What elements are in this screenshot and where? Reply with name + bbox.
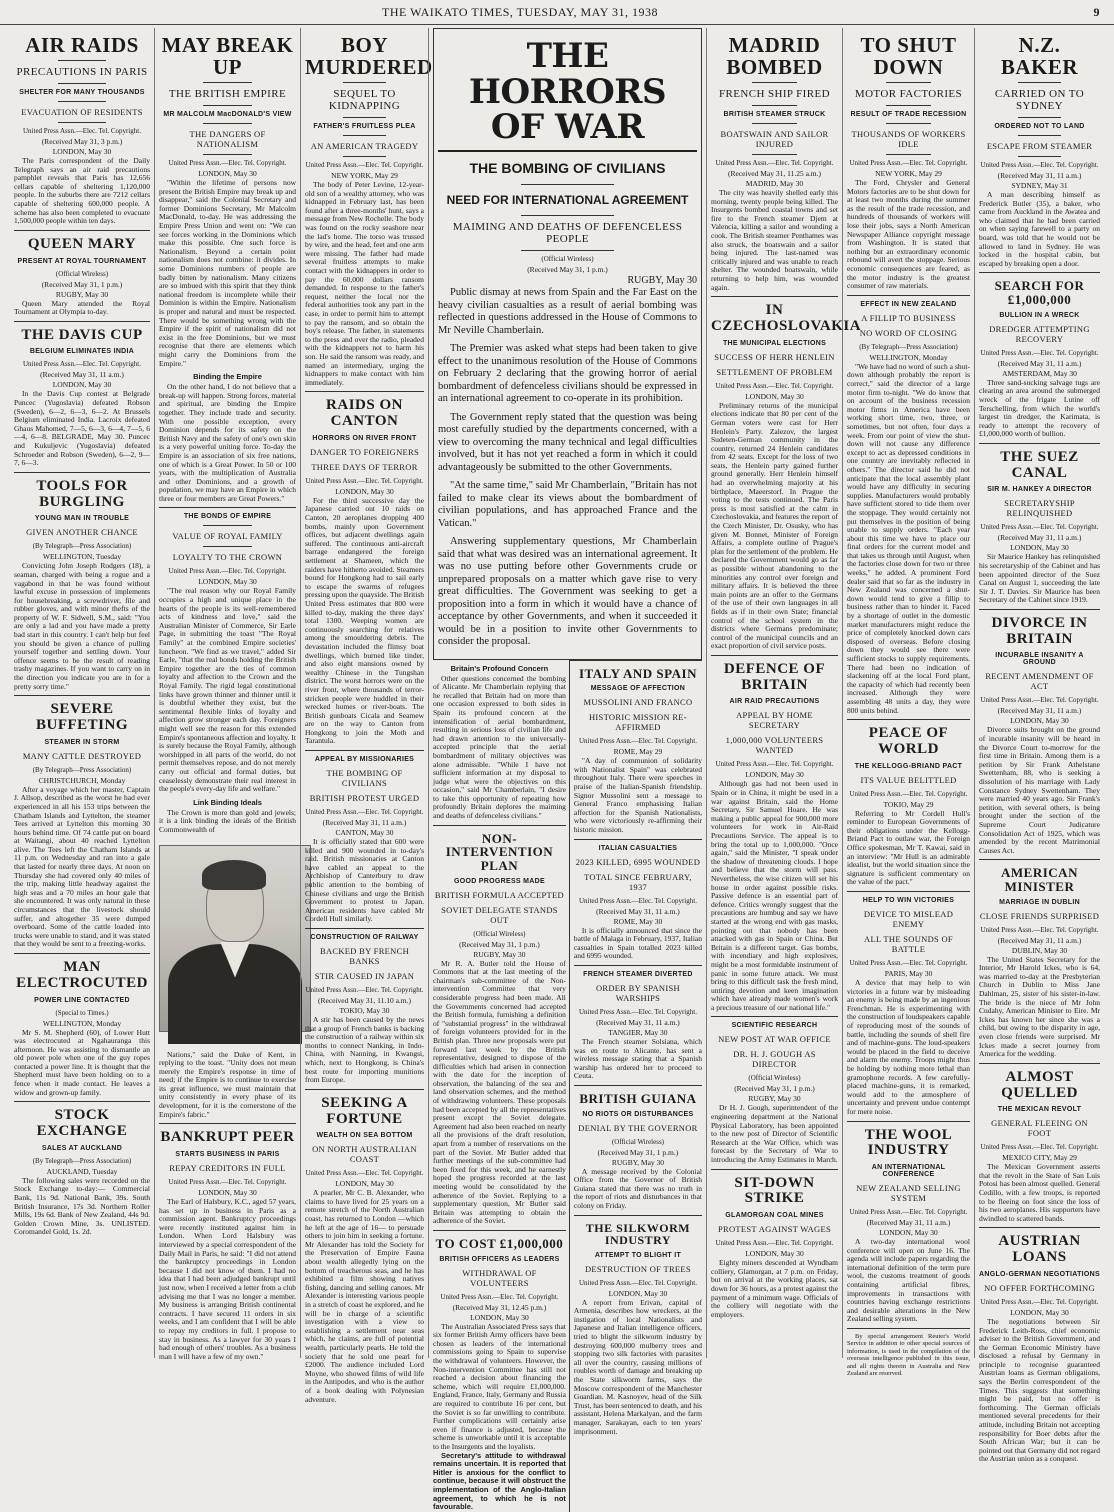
dateline: MEXICO CITY, May 29 bbox=[1002, 1153, 1077, 1163]
column-2 bbox=[154, 28, 300, 1361]
article-body: Sir Maurice Hankey has relinquished his secretaryship of the Cabinet and has been appointed director of the Suez Canal on August 1, succeeding the late Sir J. T. Davies. Sir Maurice has been Secretary of the Cabinet since 1919. bbox=[979, 552, 1100, 605]
subheadline: NO WORD OF CLOSING bbox=[859, 327, 958, 338]
article-body: The body of Peter Levine, 12-year-old son of a wealthy attorney, who was kidnapped in February last, has been found after a three-months' hunt, says a message from New Rochelle. The body was found on the rocky seashore near the lad's home. The torso was trussed by wire, and the head, feet and one arm were missing. The father had made several fruitless attempts to make contact with the kidnappers in order to pay the 60,000 dollars ransom demanded. In response to the father's request, neither the local nor the federal authorities took any part in the case, in order to permit him to attempt to pay the ransom, and so obtain the boy's release. The father, in statements to the press and over the radio, pleaded with the kidnappers not to harm his son. He said the ransom was ready, and named an intermediary, urging the kidnappers to make contact with him immediately. bbox=[305, 180, 424, 387]
subheadline: SECRETARYSHIP RELINQUISHED bbox=[1004, 498, 1075, 519]
credit-line: United Press Assn.—Elec. Tel. Copyright. bbox=[168, 159, 287, 168]
article-body: For the third successive day the Japanese carried out 10 raids on Canton, 20 aeroplanes dropping 400 bombs, mainly upon Government offices, but adjacent dwellings again suffered. The continuous anti-aircraft barrage endangered the foreign settlement at Shameen, which the raiders have hitherto avoided. Steamers bound for Hongkong had to sail early to escape the swarms of refugees pressing upon the quayside. The British United Press estimates that 800 were killed to-day, making the three days' total 1300. Weeping women are continuously searching for relatives among the smouldering debris. The devastation included the flimsy boat dwellings, which burned like tinder, and also eight mansions owned by wealthy Chinese in the Tungshan district. The worst horrors were on the river front, where thousands of terror-stricken people were huddled in their wrecked homes or river-boats. The British gunboats Cicala and Seamew are on the way to Canton from Hongkong to join the Moth and Tarantula. bbox=[305, 495, 425, 746]
subheadline: GLAMORGAN COAL MINES bbox=[725, 1212, 824, 1220]
credit-line: United Press Assn.—Elec. Tel. Copyright. bbox=[849, 789, 968, 798]
credit-line: United Press Assn.—Elec. Tel. Copyright. bbox=[849, 159, 968, 168]
lead-subheadline: MAIMING AND DEATHS OF DEFENCELESS PEOPLE bbox=[452, 221, 683, 246]
article-body: The French steamer Solsiana, which was en route to Alicante, has sent a wireless message stating that a Spanish warship has ordered her to proceed to Ceuta. bbox=[573, 1036, 702, 1081]
subheadline: SOVIET DELEGATE STANDS OUT bbox=[441, 904, 558, 925]
subheadline: DEVICE TO MISLEAD ENEMY bbox=[863, 909, 954, 929]
dateline: RUGBY, May 30 bbox=[55, 289, 109, 299]
subheadline: SEQUEL TO KIDNAPPING bbox=[328, 88, 401, 113]
headline: RAIDS ON CANTON bbox=[326, 397, 403, 430]
subheadline: HISTORIC MISSION RE-AFFIRMED bbox=[588, 712, 687, 733]
headline: MAN ELECTROCUTED bbox=[16, 959, 148, 991]
credit-line: United Press Assn.—Elec. Tel. Copyright. bbox=[715, 760, 834, 769]
credit-line: United Press Assn.—Elec. Tel. Copyright. bbox=[305, 986, 424, 994]
headline: MAY BREAK UP bbox=[161, 33, 294, 80]
article-body: A two-day international wool conference will open on June 16. The agenda will include papers regarding the international definition of the term pure wool, the customs treatment of goods containing artificial fibres, improvements in transactions with countries having exchange restrictions and desirable alterations in the New Zealand selling system. bbox=[847, 1237, 970, 1324]
headline: AMERICAN MINISTER bbox=[1001, 865, 1078, 894]
lead-story bbox=[428, 28, 706, 1512]
inline-heading: Britain's Profound Concern bbox=[450, 663, 549, 673]
headline: DEFENCE OF BRITAIN bbox=[723, 660, 826, 693]
subheadline: 2023 KILLED, 6995 WOUNDED bbox=[575, 856, 701, 867]
lead-subheadline: NEED FOR INTERNATIONAL AGREEMENT bbox=[446, 193, 689, 208]
subheadline: SUCCESS OF HERR HENLEIN bbox=[714, 351, 835, 362]
portrait-photo bbox=[159, 845, 311, 1032]
headline: TO SHUT DOWN bbox=[860, 33, 957, 80]
subheadline: REPAY CREDITORS IN FULL bbox=[169, 1163, 286, 1173]
article-body: The Paris correspondent of the Daily Telegraph says an air raid precautions pamphlet reveals that Paris has 12,656 cellars capable of sheltering 1,120,000 people. In the suburbs there are 7212 cellars capable of sheltering 600,000 people. A scheme has also been completed to evacuate 1,500,000 people within ten days. bbox=[14, 156, 150, 226]
article-body: A pearler, Mr C. B. Alexander, who claims to have lived for 25 years on a remote stretch of the North Australian coast, has returned to London —which he left at the age of 16— to persuade others to join him in seeking a fortune. Mr Alexander has told the Society for the Preservation of Empire Fauna about wealth allegedly lying on the bottom of treacherous seas, and he has exhibited a film showing natives fishing, dancing and selling canoes. Mr Alexander is interesting various people in a stretch of coast he explored, and he will be in charge of a scientific investigation with a view to establishing a settlement near seas which, he claims, are full of potential wealth, particularly pearls. He told the society that he sold one pearl for £2000. The audience included Lord Moyne, who showed films of wild life in the Antipodes, and who is the author of a book dealing with Polynesian adventure. bbox=[305, 1188, 424, 1404]
credit-line: United Press Assn.—Elec. Tel. Copyright. bbox=[578, 1278, 697, 1287]
article-body: Mr R. A. Butler told the House of Commons that at the last meeting of the chairman's sub-committee of the Non-intervention Committee that very considerable progress had been made. All the Governments concerned had accepted the British formula, furnishing a definition of "substantial progress" in the withdrawal of foreign volunteers provided for in the British plan. Three new proposals were put forward last week by the British representative, designed to dispose of the difficulties which had arisen in connection with the date for the inception of observation, the balancing of the sea and land observation schemes, and the method of withdrawing volunteers. These proposals had been accepted by all the representatives present except the Soviet delegate. Agreement had also been reached on nearly all the provisions of the draft resolution, apart from a number of reservations on the part of the Soviet. Mr Butler added that further meetings of the sub-committee had been fixed for this week, and he earnestly hoped the progress recorded at the last meeting would be consolidated by the adherence of the Soviet. Replying to a supplementary question, Mr Butler said Britain was attempting to obtain the adherence of the Soviet. bbox=[433, 958, 566, 1226]
subheadline: MARRIAGE IN DUBLIN bbox=[999, 898, 1080, 906]
column-6 bbox=[842, 28, 974, 1378]
received-line: (Received May 31, 11 a.m.) bbox=[596, 1017, 680, 1027]
inline-heading: Binding the Empire bbox=[193, 372, 262, 382]
received-line: (Received May 31, 1 p.m.) bbox=[597, 1147, 679, 1157]
newspaper-title: THE WAIKATO TIMES, TUESDAY, MAY 31, 1938 bbox=[382, 4, 658, 19]
article-body: Secretary's attitude to withdrawal remains uncertain. It is reported that Hitler is anxious for the conflict to continue, because it will obstruct the implementation of the Anglo-Italian agreement, to which he is not favourable. bbox=[433, 1450, 566, 1512]
article-body: Other questions concerned the bombing of Alicante. Mr Chamberlain replying that he recalled that Britain had on more than one occasion expressed to both sides in Spain its profound concern at the intensification of aerial bombardment, resulting in serious loss of civilian life and had drawn attention to the universally-accepted principle that the aerial bombardment of military objectives was alone admissible. "While I have not sufficient information at my disposal to judge what were the objectives on this occasion," said Mr Chamberlain, "I desire to take this opportunity of repeating how profoundly Britain deplores the maiming and deaths of defenceless civilians." bbox=[433, 673, 566, 821]
subheadline: DREDGER ATTEMPTING RECOVERY bbox=[989, 323, 1090, 344]
inline-heading: Link Binding Ideals bbox=[193, 797, 262, 807]
article-body: Preliminary returns of the municipal elections indicate that 80 per cent of the German voters were cast for Herr Henlein's Party. Zalezov, the largest Sudeten-German community in the country, returned 24 Henlein candidates from 42 seats. Except for the loss of two seats, the Henlein party gained further ground generally. Herr Henlein himself had an overwhelming majority at his birthplace, Maeerstorf. In Prague the voting to the tests continued. The Paris press is most satisfied at the calm in Czechoslovakia, and features the report of the Czech Minister, Dr. Osusky, who has given M. Bonnet, Minister of Foreign Affairs, a complete outline of Prague's plan for the settlement of the problem. He declared the Government would go as far as possible without abandoning to the minorities any control over foreign and military affairs. It is believed the three main points are an offer to the Germans of the use of their own languages in all fields as if in their own State; financial control of the school system in the districts where Germans predominate; control of the municipal councils and an exact proportion of civil service posts. bbox=[711, 400, 838, 651]
article-body: It is officially stated that 600 were killed and 900 wounded in to-day's raid. British missionaries at Canton have cabled an appeal to the Archbishop of Canterbury to draw public attention to the bombing of Chinese civilians and urge the British Government to protest to Japan. American residents have cabled Mr Cordell Hull similarly. bbox=[305, 837, 424, 924]
credit-line: United Press Assn.—Elec. Tel. Copyright. bbox=[980, 523, 1099, 532]
subheadline: RECENT AMENDMENT OF ACT bbox=[985, 671, 1094, 692]
headline: ALMOST QUELLED bbox=[1001, 1068, 1078, 1101]
subheadline: PRESENT AT ROYAL TOURNAMENT bbox=[17, 257, 147, 265]
subheadline: ITALIAN CASUALTIES bbox=[598, 844, 678, 852]
article-body: After a voyage which her master, Captain J. Allsop, described as the worst he had ever experienced in all his 153 trips between the Chatham Islands and Lyttelton, the steamer Tees arrived at Lyttelton this morning 30 hours behind time. Of 74 cattle put on board at Waitangi, about 40 reached Lyttelton alive. The Tees left the Chatham Islands at 11 p.m. on Wednesday and ran into a gale that lasted for nearly three days. At noon on Thursday she had covered only 40 miles of the trip, making little headway against the high seas and a 70 miles an hour gale that she encountered. It was only natural in these circumstances that the livestock should suffer, and altogether 35 were dumped overboard. Some of the cattle loaded into trucks were unable to stand, and it was stated that they would be sent to a freezing-works. bbox=[14, 784, 150, 949]
subheadline: NO OFFER FORTHCOMING bbox=[984, 1282, 1095, 1293]
credit-line: United Press Assn.—Elec. Tel. Copyright. bbox=[980, 348, 1099, 357]
lead-left-column bbox=[433, 660, 569, 1512]
credit-line: United Press Assn.—Elec. Tel. Copyright. bbox=[578, 896, 697, 905]
article-body: The city was heavily shelled early this morning, twenty people being killed. The Insurgents bombed coastal towns and set fire to the French steamer Djem at Valencia, killing a sailor and wounding a cook. The British steamer Penthames was also struck, the boatswain and a sailor being injured. The last-named was critically injured and was unable to reach shelter. The wounded boatswain, while returning to help him, was wounded again. bbox=[711, 188, 838, 292]
headline: BANKRUPT PEER bbox=[160, 1129, 295, 1146]
subheadline: BRITISH PROTEST URGED bbox=[309, 793, 420, 804]
lead-story-header bbox=[433, 28, 702, 660]
subheadline: EFFECT IN NEW ZEALAND bbox=[860, 300, 957, 308]
subheadline: AIR RAID PRECAUTIONS bbox=[729, 698, 820, 706]
headline: THE SILKWORM INDUSTRY bbox=[585, 1220, 691, 1248]
subheadline: SCIENTIFIC RESEARCH bbox=[731, 1022, 818, 1030]
received-line: (Received May 31, 3 p.m.) bbox=[41, 137, 123, 147]
subheadline: BOATSWAIN AND SAILOR INJURED bbox=[720, 129, 829, 150]
article-body: A report from Erivan, capital of Armenia, describes how wreckers, at the instigation of local Nationalists and Japanese and Italian intelligence officers, tried to blight the silkworm industry by destroying 600,000 mulberry trees and stopping two silk factories with parasites all over the country, causing millions of roubles worth of damage and breaking up the State silkworm farms, says the Moscow correspondent of the Manchester Guardian. M. Kasnoyev, head of the Silk Trust, has been sentenced to death, and his assistant, Helena Markalyan, and the farm manager, Sarakayan, each to ten years' imprisonment. bbox=[573, 1297, 702, 1436]
dateline: LONDON, May 30 bbox=[1010, 1307, 1069, 1317]
dateline: LONDON, May 30 bbox=[198, 577, 257, 587]
credit-line: United Press Assn.—Elec. Tel. Copyright. bbox=[305, 476, 424, 485]
credit-line: United Press Assn.—Elec. Tel. Copyright. bbox=[440, 1292, 559, 1301]
subheadline: SETTLEMENT OF PROBLEM bbox=[716, 366, 833, 377]
subheadline: NO RIOTS OR DISTURBANCES bbox=[582, 1110, 694, 1118]
subheadline: APPEAL BY MISSIONARIES bbox=[314, 756, 415, 764]
received-line: (Received May 31, 11 a.m.) bbox=[997, 171, 1082, 181]
dateline: LONDON, May 30 bbox=[470, 1312, 529, 1322]
article-body: A man describing himself as Frederick Butler (35), a baker, who came from Auckland in the Awatea and who claimed that he had been carried on when saying farewell to a party on board, was told that he would not be allowed to land in Sydney. He was locked in the hospital cabin, but escaped by breaking open a door. bbox=[979, 190, 1100, 268]
subheadline: SHELTER FOR MANY THOUSANDS bbox=[19, 89, 145, 97]
article-body: It is officially announced that since the battle of Malaga in February, 1937, Italian casualties in Spain totalled 2023 killed and 6995 wounded. bbox=[573, 925, 702, 961]
article-body: In the Davis Cup contest at Belgrade Puncec (Yugoslavia) defeated Robson (Sweden), 6—2, 6—3, 6—2. At Brussels Belgium eliminated India. Lacroix defeated Ghaus Mahomed, 7—5, 6—3, 6—4, 7—5, 6—4, 6—8. BELGRADE, May 30. Puncec and Kukuljevic (Yugoslavia) defeated Schroeder and Robson (Sweden), 6—2, 9—7, 6—3. bbox=[14, 389, 150, 468]
subheadline: STIR CAUSED IN JAPAN bbox=[314, 971, 415, 981]
lead-paragraph: The Premier was asked what steps had been taken to give effect to the unanimous resolution of the House of Commons on February 2 declaring that the growing horror of aerial bombardment of defenceless civilians should be expressed in an international agreement to co-operate in its prohibition. bbox=[438, 343, 697, 405]
dateline: LONDON, May 30 bbox=[1010, 543, 1069, 553]
received-line: (Received May 31, 11 a.m.) bbox=[997, 935, 1082, 945]
subheadline: GOOD PROGRESS MADE bbox=[453, 877, 545, 885]
dateline: DUBLIN, May 30 bbox=[1011, 945, 1068, 955]
subheadline: APPEAL BY HOME SECRETARY bbox=[736, 710, 813, 731]
subheadline: THOUSANDS OF WORKERS IDLE bbox=[851, 129, 966, 150]
received-line: (Received May 31, 11 a.m.) bbox=[997, 358, 1082, 368]
article-body: "A day of communion of solidarity with Nationalist Spain" was celebrated throughout Italy. There were speeches in praise of the Italian-Spanish friendship. Signor Mussolini sent a message to General Franco emphasising Italian affection for the Spanish Nationalists, who were victoriously re-affirming their historic mission. bbox=[573, 756, 702, 834]
dateline: LONDON, May 30 bbox=[745, 391, 804, 401]
subheadline: STEAMER IN STORM bbox=[44, 738, 120, 746]
dateline: TOKIO, May 30 bbox=[339, 1006, 390, 1015]
subheadline: THREE DAYS OF TERROR bbox=[311, 461, 418, 472]
credit-line: United Press Assn.—Elec. Tel. Copyright. bbox=[23, 127, 141, 136]
credit-line: United Press Assn.—Elec. Tel. Copyright. bbox=[23, 360, 141, 369]
article-body: "We have had no word of such a shut-down although probably the report is correct," said the director of a large motor firm to-night. "We do know that on account of the business recession motor firms in America have been working short time, two, three, or sometimes, but not often, four days a week. From our point of view the shut-down will not cause any difference except to act as depressed conditions in one country are inevitably reflected in others." The director said he did not anticipate that the local assembly plant would have any difficulty in securing supplies. Manufacturers would probably have sufficient stored to tide them over the stoppage. They would certainly not put themselves in the position of being unable to supply orders. "Each year about this time we have to place our final orders for the current model and that takes us through until August, when the factories close down for two or three weeks," he added. A prominent Ford dealer said that so far as the industry in New Zealand was concerned a shut-down would tend to give a fillip to business rather than to hinder it. Faced by a shortage of outlet in the domestic market manufacturers might reduce the price of completely knocked down cars disposed of overseas. Before closing down they would see there were sufficient stocks to supply requirements. There had been no indication of slackening off at the local Ford plant, the capacity of which had recently been increased. Although they were assembling 48 units a day, they were 800 units behind. bbox=[847, 361, 970, 715]
article-body: "Within the lifetime of persons now present the British Empire may break up and disappear," said the Colonial Secretary and former Dominions Secretary, Mr Malcolm MacDonald, to-day. He was addressing the Empire Press Union and went on: "We can see forces working in the Dominions which make this possible. One such force is Nationalism. Beyond a certain point nationalism does not combine: it divides. In some Dominions numbers of people are badly bitten by nationalism. Many citizens are so imbued with this spirit that they think national freedom is incomplete while their Dominion is within the Empire. Nationalism is proper and natural and must be respected. There would be something wrong with the Empire if the spirit of nationalism did not exist in the free Dominions, but we must recognise that there are elements which might carry the Dominions from the Empire." bbox=[159, 178, 296, 368]
article-body: On the other hand, I do not believe that a break-up will happen. Strong forces, material and spiritual, are binding the Empire together. They include trade and security. With one possible exception, every Dominion depends for its safety on the British Navy and the safety of one's own skin is a very powerful uniting force. To-day the Empire is an association of six free nations, one of which is a Great Power. In 50 or 100 years, with the multiplication of Australia and other Dominions, and a growth of population, we may have an Empire in which three or four members are Great Powers." bbox=[159, 382, 296, 503]
headline: THE SUEZ CANAL bbox=[1000, 448, 1079, 481]
dateline: RUGBY, May 30 bbox=[748, 1094, 801, 1104]
received-line: (Received May 31, 11.10 a.m.) bbox=[317, 996, 412, 1005]
dateline: LONDON, May 30 bbox=[52, 147, 112, 157]
page-number: 9 bbox=[1093, 4, 1100, 19]
article-body: The Australian Associated Press says that six former British Army officers have been chosen as leaders of the international commissions going to Spain to supervise the withdrawal of volunteers. However, the Non-intervention Committee has still not reached a decision about financing the scheme, which will require £1,000,000. England, France, Italy, Germany and Russia are required to contribute 16 per cent, but the Soviet is so far unwilling to contribute. Further complications will certainly arise even if finance is adjusted, because the scheme is unworkable until it is acceptable to the Insurgents and the loyalists. bbox=[433, 1321, 566, 1451]
service-notice: By special arrangement Reuter's World Service in addition to other special sources of information, is used in the compilation of the overseas intelligence published in this issue, and all rights therein in Australia and New Zealand are reserved. bbox=[847, 1332, 970, 1378]
column-3 bbox=[300, 28, 433, 1404]
subheadline: TOTAL SINCE FEBRUARY, 1937 bbox=[584, 871, 692, 892]
credit-line: (By Telegraph—Press Association) bbox=[859, 342, 958, 351]
credit-line: (Official Wireless) bbox=[748, 1074, 801, 1083]
dateline: WELLINGTON, Tuesday bbox=[42, 552, 122, 562]
dateline: TOKIO, May 29 bbox=[883, 799, 934, 809]
article-body: A device that may help to win victories in a future war by misleading an enemy is being made by an ingenious Frenchman. He is experimenting with the construction of loudspeakers capable of reproducing most of the sounds of battle, including the sounds of shell fire and of machine-guns. The loud-speakers would be placed in the field to deceive and alarm the enemy. Troops might thus be holding by nothing more lethal than gramophone records. A few carefully-placed machine-guns, it is remarked, would add to the atmosphere of uncertainty and prevent undue contempt for mere noise. bbox=[847, 978, 970, 1116]
lead-paragraph: The Government reply stated that the question was being most carefully studied by the departments concerned, with a view to overcoming the many technical and legal difficulties involved, but it has not yet reached a form in which it could advantageously be submitted to the other Governments. bbox=[438, 411, 697, 473]
dateline: LONDON, May 30 bbox=[335, 1179, 394, 1189]
article-body: A message received by the Colonial Office from the Governor of British Guiana stated that there was no truth in the report of riots and disturbances in that colony on Friday. bbox=[573, 1166, 702, 1210]
credit-line: United Press Assn.—Elec. Tel. Copyright. bbox=[305, 161, 424, 170]
subheadline: ANGLO-GERMAN NEGOTIATIONS bbox=[979, 1270, 1100, 1278]
subheadline: NEW POST AT WAR OFFICE bbox=[718, 1034, 831, 1045]
subheadline: MR MALCOLM MacDONALD'S VIEW bbox=[163, 111, 292, 119]
subheadline: THE BOMBING OF CIVILIANS bbox=[326, 768, 403, 789]
dateline: LONDON, May 30 bbox=[198, 169, 257, 179]
dateline: LONDON, May 30 bbox=[608, 1288, 668, 1298]
article-body: Three sand-sucking salvage tugs are clearing an area around the submerged wreck of the frigate Lutine off Terschelling, from which the world's largest tin dredger, the Karimata, is ready to attempt the recovery of £1,000,000 worth of bullion. bbox=[979, 377, 1100, 439]
subheadline: HELP TO WIN VICTORIES bbox=[862, 897, 955, 904]
credit-line: United Press Assn.—Elec. Tel. Copyright. bbox=[168, 1178, 287, 1186]
article-body: The Ford, Chrysler and General Motors factories are to be shut down for at least two months during the summer as the result of the trade recession, and hundreds of thousands of workers will lose their jobs, says a North American Newspaper Alliance copyright message from Washington. It is stated that nothing but an extraordinary economic rebound will avert the stoppage. Serious economic consequences are feared, as the motor industry is the greatest consumer of raw materials. bbox=[847, 178, 970, 291]
subheadline: ORDERED NOT TO LAND bbox=[994, 123, 1085, 131]
credit-line: United Press Assn.—Elec. Tel. Copyright. bbox=[578, 737, 697, 746]
received-line: (Received May 31, 1 p.m.) bbox=[459, 939, 540, 949]
dateline: LONDON, May 30 bbox=[1010, 716, 1069, 726]
dateline: NEW YORK, May 29 bbox=[875, 169, 942, 179]
credit-line: United Press Assn.—Elec. Tel. Copyright. bbox=[305, 1169, 424, 1178]
subheadline: YOUNG MAN IN TROUBLE bbox=[34, 515, 130, 523]
credit-line: United Press Assn.—Elec. Tel. Copyright. bbox=[980, 161, 1099, 170]
subheadline: THE DANGERS OF NATIONALISM bbox=[189, 129, 266, 150]
lead-headline: THE HORRORS OF WAR bbox=[468, 36, 667, 148]
headline: SEEKING A FORTUNE bbox=[321, 1094, 408, 1127]
credit-line: (By Telegraph—Press Association) bbox=[32, 765, 132, 774]
credit-line: (By Telegraph—Press Association) bbox=[32, 1156, 132, 1165]
dateline: LONDON, May 30 bbox=[879, 1228, 938, 1237]
headline: MADRID BOMBED bbox=[726, 33, 823, 80]
headline: AUSTRIAN LOANS bbox=[998, 1233, 1081, 1266]
article-body: Queen Mary attended the Royal Tournament at Olympia to-day. bbox=[14, 298, 150, 317]
subheadline: ON NORTH AUSTRALIAN COAST bbox=[312, 1144, 417, 1165]
credit-line: United Press Assn.—Elec. Tel. Copyright. bbox=[305, 808, 424, 817]
dateline: MADRID, May 30 bbox=[745, 179, 804, 189]
article-body: Nations," said the Duke of Kent, in replying to the toast. "Unity does not mean merely the Empire's response in time of need; if the Empire is to continue to exercise its great influence, we must maintain that unity consistently in every phase of its development, for it is the cornerstone of the Empire's fabric." bbox=[159, 1049, 296, 1119]
dateline: WELLINGTON, Monday bbox=[869, 352, 948, 362]
subheadline: BRITISH STEAMER STRUCK bbox=[723, 111, 826, 119]
headline: N.Z. BAKER bbox=[1000, 33, 1079, 80]
subheadline: FRENCH STEAMER DIVERTED bbox=[583, 970, 693, 978]
article-body: A stir has been caused by the news that a group of French banks is backing the construction of a railway within six months to connect Nanking, in Indo-China, with Nanning, in Kwangsi, which, next to Hongkong, is China's best route for importing munitions from Europe. bbox=[305, 1015, 424, 1085]
received-line: (Received May 31, 11 a.m.) bbox=[40, 370, 124, 380]
article-body: Divorce suits brought on the ground of incurable insanity will be heard in the Divorce Court to-morrow for the first time in Britain. Among them is a petition by Sir Frank Athelstane Swettenham, 88, who is seeking a dissolution of his marriage with Lady Constance Sydney Swettenham. They were married 40 years ago. Sir Frank's petition, with several others, is being brought under the section of the Supreme Court Judicature Consolidation Act of 1925, which was amended by the recent Matrimonial Causes Act. bbox=[979, 725, 1100, 855]
received-line: (Received May 31, 11 a.m.) bbox=[997, 533, 1082, 543]
credit-line: (Official Wireless) bbox=[55, 269, 109, 278]
dateline: RUGBY, May 30 bbox=[473, 949, 526, 959]
credit-line: United Press Assn.—Elec. Tel. Copyright. bbox=[715, 1239, 834, 1248]
headline: PEACE OF WORLD bbox=[868, 725, 949, 757]
credit-line: United Press Assn.—Elec. Tel. Copyright. bbox=[715, 381, 834, 390]
dateline: LONDON, May 30 bbox=[198, 1188, 257, 1197]
headline: BOY MURDERED bbox=[305, 33, 433, 80]
credit-line: (Official Wireless) bbox=[611, 1137, 665, 1146]
article-body: The Mexican Government asserts that the revolt in the State of San Luis Potosi has been almost quelled. General Cedillo, with a few troops, is reported to be fleeing on foot since the loss of his two aeroplanes. His supporters have dwindled to scattered bands. bbox=[979, 1162, 1100, 1223]
dateline: NEW YORK, May 29 bbox=[331, 171, 398, 181]
headline: THE WOOL INDUSTRY bbox=[864, 1126, 953, 1159]
lead-paragraph: Answering supplementary questions, Mr Chamberlain said that what was desired was an international agreement. It was no use putting before other Governments crude or unprepared proposals on a matter which gave rise to very great difficulties. The Government was seeking to get a proposition into a form in which it would have a chance of acceptance by other Governments, and when it succeeded it would be in a position to invite other Governments to consider the proposal. bbox=[438, 536, 697, 648]
dateline: PARIS, May 30 bbox=[884, 969, 933, 978]
credit-line: (Special to Times.) bbox=[55, 1008, 109, 1017]
dateline: AUCKLAND, Tuesday bbox=[46, 1166, 118, 1176]
subheadline: BRITISH FORMULA ACCEPTED bbox=[434, 889, 564, 900]
subheadline: WEALTH ON SEA BOTTOM bbox=[316, 1132, 413, 1140]
headline: ITALY AND SPAIN bbox=[578, 665, 697, 681]
subheadline: MESSAGE OF AFFECTION bbox=[590, 685, 686, 693]
subheadline: FATHER'S FRUITLESS PLEA bbox=[313, 123, 416, 131]
article-body: Referring to Mr Cordell Hull's reminder to European Governments of their obligations under the Kellogg-Briand Pact to outlaw war, the Foreign Office spokesman, Mr T. Kawai, said in an interview: "Mr Hull is an admirable idealist, but the world situation since the signature is sufficient commentary on the value of the pact." bbox=[847, 808, 970, 887]
credit-line: United Press Assn.—Elec. Tel. Copyright. bbox=[849, 959, 968, 967]
headline: SEVERE BUFFETING bbox=[35, 701, 128, 733]
dateline: LONDON, May 30 bbox=[745, 1249, 804, 1259]
dateline: TANGIER, May 30 bbox=[608, 1027, 668, 1037]
lead-subheadline: THE BOMBING OF CIVILIANS bbox=[469, 160, 666, 177]
dateline: CHRISTCHURCH, Monday bbox=[38, 775, 126, 785]
subheadline: THE BONDS OF EMPIRE bbox=[183, 513, 272, 521]
subheadline: THE MUNICIPAL ELECTIONS bbox=[722, 339, 827, 347]
subheadline: ESCAPE FROM STEAMER bbox=[986, 141, 1093, 152]
lead-paragraph: Public dismay at news from Spain and the Far East on the heavy civilian casualties as a result of aerial bombing was reflected in questions addressed in the House of Commons to Mr Neville Chamberlain. bbox=[438, 287, 697, 336]
subheadline: BRITISH OFFICERS AS LEADERS bbox=[439, 1255, 560, 1263]
subheadline: INCURABLE INSANITY A GROUND bbox=[995, 652, 1084, 667]
subheadline: DENIAL BY THE GOVERNOR bbox=[578, 1122, 698, 1133]
subheadline: BACKED BY FRENCH BANKS bbox=[319, 946, 410, 966]
headline: SIT-DOWN STRIKE bbox=[734, 1174, 815, 1207]
article-body: Convicting John Joseph Rodgers (18), a seaman, charged with being a rogue and a vagabond in that he was found without lawful excuse in possession of implements for housebreaking, a screwdriver, file and rubber gloves, and with minor thefts of the property of W. F. Sidwell, S.M., said: "You are only a lad and you have made a pretty bad start in this country. I can't help but feel you should be given a chance of pulling yourself together and settling down. Your offence seems to be the result of reading trashy magazines. If you want to carry on in the direction you indicate you are in for a pretty sorry time." bbox=[14, 561, 150, 691]
subheadline: BULLION IN A WRECK bbox=[999, 311, 1080, 319]
headline: BRITISH GUIANA bbox=[579, 1090, 697, 1106]
subheadline: CONSTRUCTION OF RAILWAY bbox=[310, 934, 419, 941]
dateline: LONDON, May 30 bbox=[745, 770, 804, 780]
subheadline: BELGIUM ELIMINATES INDIA bbox=[29, 348, 135, 356]
subheadline: WITHDRAWAL OF VOLUNTEERS bbox=[462, 1267, 537, 1288]
credit-line: United Press Assn.—Elec. Tel. Copyright. bbox=[715, 159, 834, 168]
headline: DIVORCE IN BRITAIN bbox=[991, 614, 1088, 647]
subheadline: 1,000,000 VOLUNTEERS WANTED bbox=[725, 735, 824, 756]
article-body: The negotiations between Sir Frederick Leith-Ross, chief economic adviser to the British Government, and the German Economic Ministry have disclosed a refusal by Germany in principle to recognise guaranteed Austrian loans as German obligations, says the Berlin correspondent of the Times. This suggests that something might be paid, but no offer is forthcoming. The German officials mentioned several precedents for their attitude, including Britain not accepting responsibility for Boer debts after the South African War; but it can be pointed out that Germany did not regard the Austrian union as a conquest. bbox=[979, 1316, 1100, 1464]
credit-line: United Press Assn.—Elec. Tel. Copyright. bbox=[980, 1297, 1099, 1306]
subheadline: CARRIED ON TO SYDNEY bbox=[994, 88, 1085, 113]
column-1 bbox=[10, 28, 154, 1358]
subheadline: DANGER TO FOREIGNERS bbox=[309, 446, 420, 457]
article-body: The following sales were recorded on the Stock Exchange to-day:— Commercial Bank, 11s 9d. National Bank, 39s. South British Insurance, 17s 3d. Northern Roller Mills, 19s 6d. Bank of New Zealand, 44s 9d. Golden Crown Mine, 3s. UNLISTED. Coromandel Gold, 1s. 2d. bbox=[14, 1175, 150, 1237]
subheadline: THE BRITISH EMPIRE bbox=[168, 88, 287, 101]
dateline: WELLINGTON, Monday bbox=[42, 1018, 122, 1028]
credit-line: United Press Assn.—Elec. Tel. Copyright. bbox=[578, 1007, 697, 1016]
article-body: "The real reason why our Royal Family occupies a high and unique place in the hearts of the people is its well-remembered acts of kindness and love," said the Australian Minister of Commerce, Sir Earle Page, in submitting the toast "The Royal Family" at the combined Empire societies' luncheon. "We find as we travel," added Sir Earle, "that the real bonds holding the British Empire together are the ties of common loyalty and affection to the Crown and the Royal Family. The rigid legal constitutional links have grown thinner and thinner until it is doubtful whether they exist, but the sentimental flexible links of loyalty and affection grow stronger each day. Foreigners might well see the reason for this extended Empire's spontaneous affection and loyalty. It is surely because the Royal Family, although worshipped in all parts of the world, do not permit themselves repose, and do not merely carry out official and formal duties, but ceaselessly demonstrate their real interest in the people's every-day life and welfare." bbox=[159, 586, 296, 794]
subheadline: HORRORS ON RIVER FRONT bbox=[312, 434, 417, 442]
subheadline: LOYALTY TO THE CROWN bbox=[172, 552, 283, 563]
received-line: (Received May 31, 11 a.m.) bbox=[596, 906, 680, 916]
credit-line: United Press Assn.—Elec. Tel. Copyright. bbox=[980, 1143, 1099, 1152]
subheadline: MUSSOLINI AND FRANCO bbox=[583, 697, 693, 708]
received-line: (Received May 31, 1 p.m.) bbox=[41, 279, 123, 289]
subheadline: NEW ZEALAND SELLING SYSTEM bbox=[856, 1183, 961, 1203]
received-line: (Received May 31, 11 a.m.) bbox=[866, 1218, 951, 1227]
subheadline: FRENCH SHIP FIRED bbox=[719, 88, 830, 101]
received-line: (Received May 31, 11.25 a.m.) bbox=[727, 169, 822, 179]
article-body: Although gas had not been used in Spain or in China, it might be used in a war against Britain, said the Home Secretary, Sir Samuel Hoare. He was making a public appeal for 900,000 more volunteers for work in Air-Raid Precautions Service. The appeal is to bring the total up to 1,000,000. "Once again," said the Minister, "I speak under the shadow of threatening clouds. I hope and believe that the storm will pass. Nevertheless, the wise citizen will set his house in order against possible risks. Passive defence is an essential part of defence. Critics wrongly suggest that the precautions are humbug and say we have started at the wrong end with gas masks, pointing out that nobody has been attacked with gas in Spain or China. But Britain is a different target. Gas bombs, with incendiary and high explosives, might be a most formidable instrument of panic in some future attack. We must bring to this difficult task the fresh mind, untiring devotion and keen imagination which have already made women's work a precious treasure of our national life." bbox=[711, 779, 838, 1012]
headline: IN CZECHOSLOVAKIA bbox=[711, 302, 862, 334]
credit-line: (By Telegraph—Press Association) bbox=[32, 542, 132, 551]
credit-line: United Press Assn.—Elec. Tel. Copyright. bbox=[168, 567, 287, 576]
headline: SEARCH FOR £1,000,000 bbox=[994, 278, 1085, 308]
credit-line: (Official Wireless) bbox=[473, 929, 526, 938]
article-body: The Crown is more than gold and jewels; it is a link binding the ideals of the British Commonwealth of bbox=[159, 807, 296, 834]
subheadline: DESTRUCTION OF TREES bbox=[584, 1263, 691, 1274]
dateline: RUGBY, May 30 bbox=[611, 1157, 665, 1167]
subheadline: ATTEMPT TO BLIGHT IT bbox=[594, 1251, 682, 1259]
subheadline: MOTOR FACTORIES bbox=[854, 88, 963, 101]
subheadline: GIVEN ANOTHER CHANCE bbox=[26, 527, 138, 538]
headline: STOCK EXCHANGE bbox=[36, 1107, 128, 1140]
credit-line: (Official Wireless) bbox=[541, 255, 594, 264]
dateline: CANTON, May 30 bbox=[335, 828, 394, 838]
subheadline: MANY CATTLE DESTROYED bbox=[22, 750, 142, 761]
credit-line: United Press Assn.—Elec. Tel. Copyright. bbox=[980, 696, 1099, 705]
received-line: (Received May 31, 1 p.m.) bbox=[527, 265, 608, 275]
received-line: (Received May 31, 11 a.m.) bbox=[322, 818, 407, 828]
credit-line: United Press Assn.—Elec. Tel. Copyright. bbox=[849, 1208, 968, 1216]
subheadline: THE MEXICAN REVOLT bbox=[997, 1106, 1082, 1114]
subheadline: STARTS BUSINESS IN PARIS bbox=[175, 1151, 280, 1158]
subheadline: AN INTERNATIONAL CONFERENCE bbox=[871, 1164, 946, 1178]
headline: AIR RAIDS bbox=[25, 33, 139, 57]
lead-right-column bbox=[569, 660, 702, 1512]
subheadline: GENERAL FLEEING ON FOOT bbox=[991, 1118, 1088, 1139]
dateline: LONDON, May 30 bbox=[335, 486, 394, 496]
dateline: RUGBY, May 30 bbox=[627, 275, 697, 287]
headline: QUEEN MARY bbox=[27, 235, 137, 252]
credit-line: United Press Assn.—Elec. Tel. Copyright. bbox=[980, 925, 1099, 934]
subheadline: SALES AT AUCKLAND bbox=[41, 1144, 123, 1152]
dateline: ROME, May 30 bbox=[613, 916, 663, 926]
dateline: LONDON, May 30 bbox=[52, 380, 112, 390]
subheadline: ALL THE SOUNDS OF BATTLE bbox=[864, 934, 953, 954]
article-body: The Earl of Halsbury, K.C., aged 57 years, has set up in business in Paris as a commission agent. Bankruptcy proceedings were recently instituted against him in London. When Lord Halsbury was interviewed by a special correspondent of the Daily Mail in Paris, he said: "I did not attend the bankruptcy proceedings in London because I did not know of them. I had no idea that I had been adjudged bankrupt until just now, when I received a letter from a club advising me that I was no longer a member. My business is arranging British continental contracts. I have secured 11 orders in six weeks, and I am confident that I will be able to repay my creditors in full. I propose to stay in business. As a lawyer for 30 years I had enough of others' troubles. As a business man I will have a few of my own." bbox=[159, 1197, 296, 1361]
subheadline: CLOSE FRIENDS SURPRISED bbox=[979, 910, 1100, 921]
column-7 bbox=[974, 28, 1104, 1464]
masthead bbox=[0, 0, 1114, 25]
subheadline: DR. H. J. GOUGH AS DIRECTOR bbox=[733, 1049, 816, 1070]
subheadline: PROTEST AGAINST WAGES bbox=[717, 1224, 832, 1235]
subheadline: RESULT OF TRADE RECESSION bbox=[850, 111, 967, 119]
subheadline: ITS VALUE BELITTLED bbox=[860, 774, 957, 785]
dateline: AMSTERDAM, May 30 bbox=[1002, 368, 1077, 378]
received-line: (Received May 31, 12.45 p.m.) bbox=[452, 1302, 547, 1312]
article-body: Dr H. J. Gough, superintendent of the engineering department at the National Physical Laboratory, has been appointed to the new post of Director of Scientific Research at the War Office, which was forecast by the Secretary of War to introducing the Army Estimates in March. bbox=[711, 1103, 838, 1165]
article-body: Mr S. M. Shepherd (60), of Lower Hutt was electrocuted at Ngahauranga this afternoon. He was assisting to dismantle an old power pole when one of the guy ropes contacted a power line. It is thought that the Shepherd must have been holding on to a fence when it made contact. He leaves a widow and grown-up family. bbox=[14, 1027, 150, 1097]
dateline: SYDNEY, May 31 bbox=[1011, 181, 1068, 191]
subheadline: VALUE OF ROYAL FAMILY bbox=[172, 531, 283, 542]
headline: NON-INTERVENTION PLAN bbox=[445, 830, 554, 873]
headline: TO COST £1,000,000 bbox=[435, 1235, 564, 1251]
headline: THE DAVIS CUP bbox=[21, 326, 143, 343]
subheadline: EVACUATION OF RESIDENTS bbox=[21, 107, 143, 118]
columns bbox=[10, 28, 1104, 1512]
subheadline: ORDER BY SPANISH WARSHIPS bbox=[595, 982, 680, 1003]
subheadline: SIR M. HANKEY A DIRECTOR bbox=[987, 486, 1092, 494]
dateline: ROME, May 29 bbox=[613, 747, 663, 757]
article-body: Eighty miners descended at Wyndham colliery, Glamorgan, at 7 p.m. on Friday, but on arrival at the working places, sat down for 36 hours, as a protest against the payment of a minimum wage. Officials of the colliery will negotiate with the employers. bbox=[711, 1258, 838, 1319]
headline: TOOLS FOR BURGLING bbox=[36, 477, 128, 510]
lead-paragraph: "At the same time," said Mr Chamberlain, "Britain has not failed to make clear its views about the bombardment of civilian populations, and has approached France and the Vatican." bbox=[438, 480, 697, 529]
received-line: (Received May 31, 11 a.m.) bbox=[997, 706, 1082, 716]
subheadline: A FILLIP TO BUSINESS bbox=[861, 312, 956, 323]
subheadline: POWER LINE CONTACTED bbox=[34, 996, 130, 1004]
article-body: The United States Secretary for the Interior, Mr Harold Ickes, who is 64, was married to-day at the Presbyterian Church in Dublin to Miss Jane Dahlman, 25, sister of his sister-in-law. The bride is the niece of Mr John Cudahy, American Minister to Eire. Mr Ickes has known her since she was a child, but owing to the disparity in age, even close friends were surprised. Mr Ickes made a secret journey from America for the wedding. bbox=[979, 954, 1100, 1059]
subheadline: THE KELLOGG-BRIAND PACT bbox=[854, 762, 963, 770]
subheadline: AN AMERICAN TRAGEDY bbox=[310, 141, 419, 152]
subheadline: PRECAUTIONS IN PARIS bbox=[16, 66, 148, 79]
column-5 bbox=[706, 28, 862, 1358]
received-line: (Received May 31, 1 p.m.) bbox=[734, 1084, 815, 1094]
